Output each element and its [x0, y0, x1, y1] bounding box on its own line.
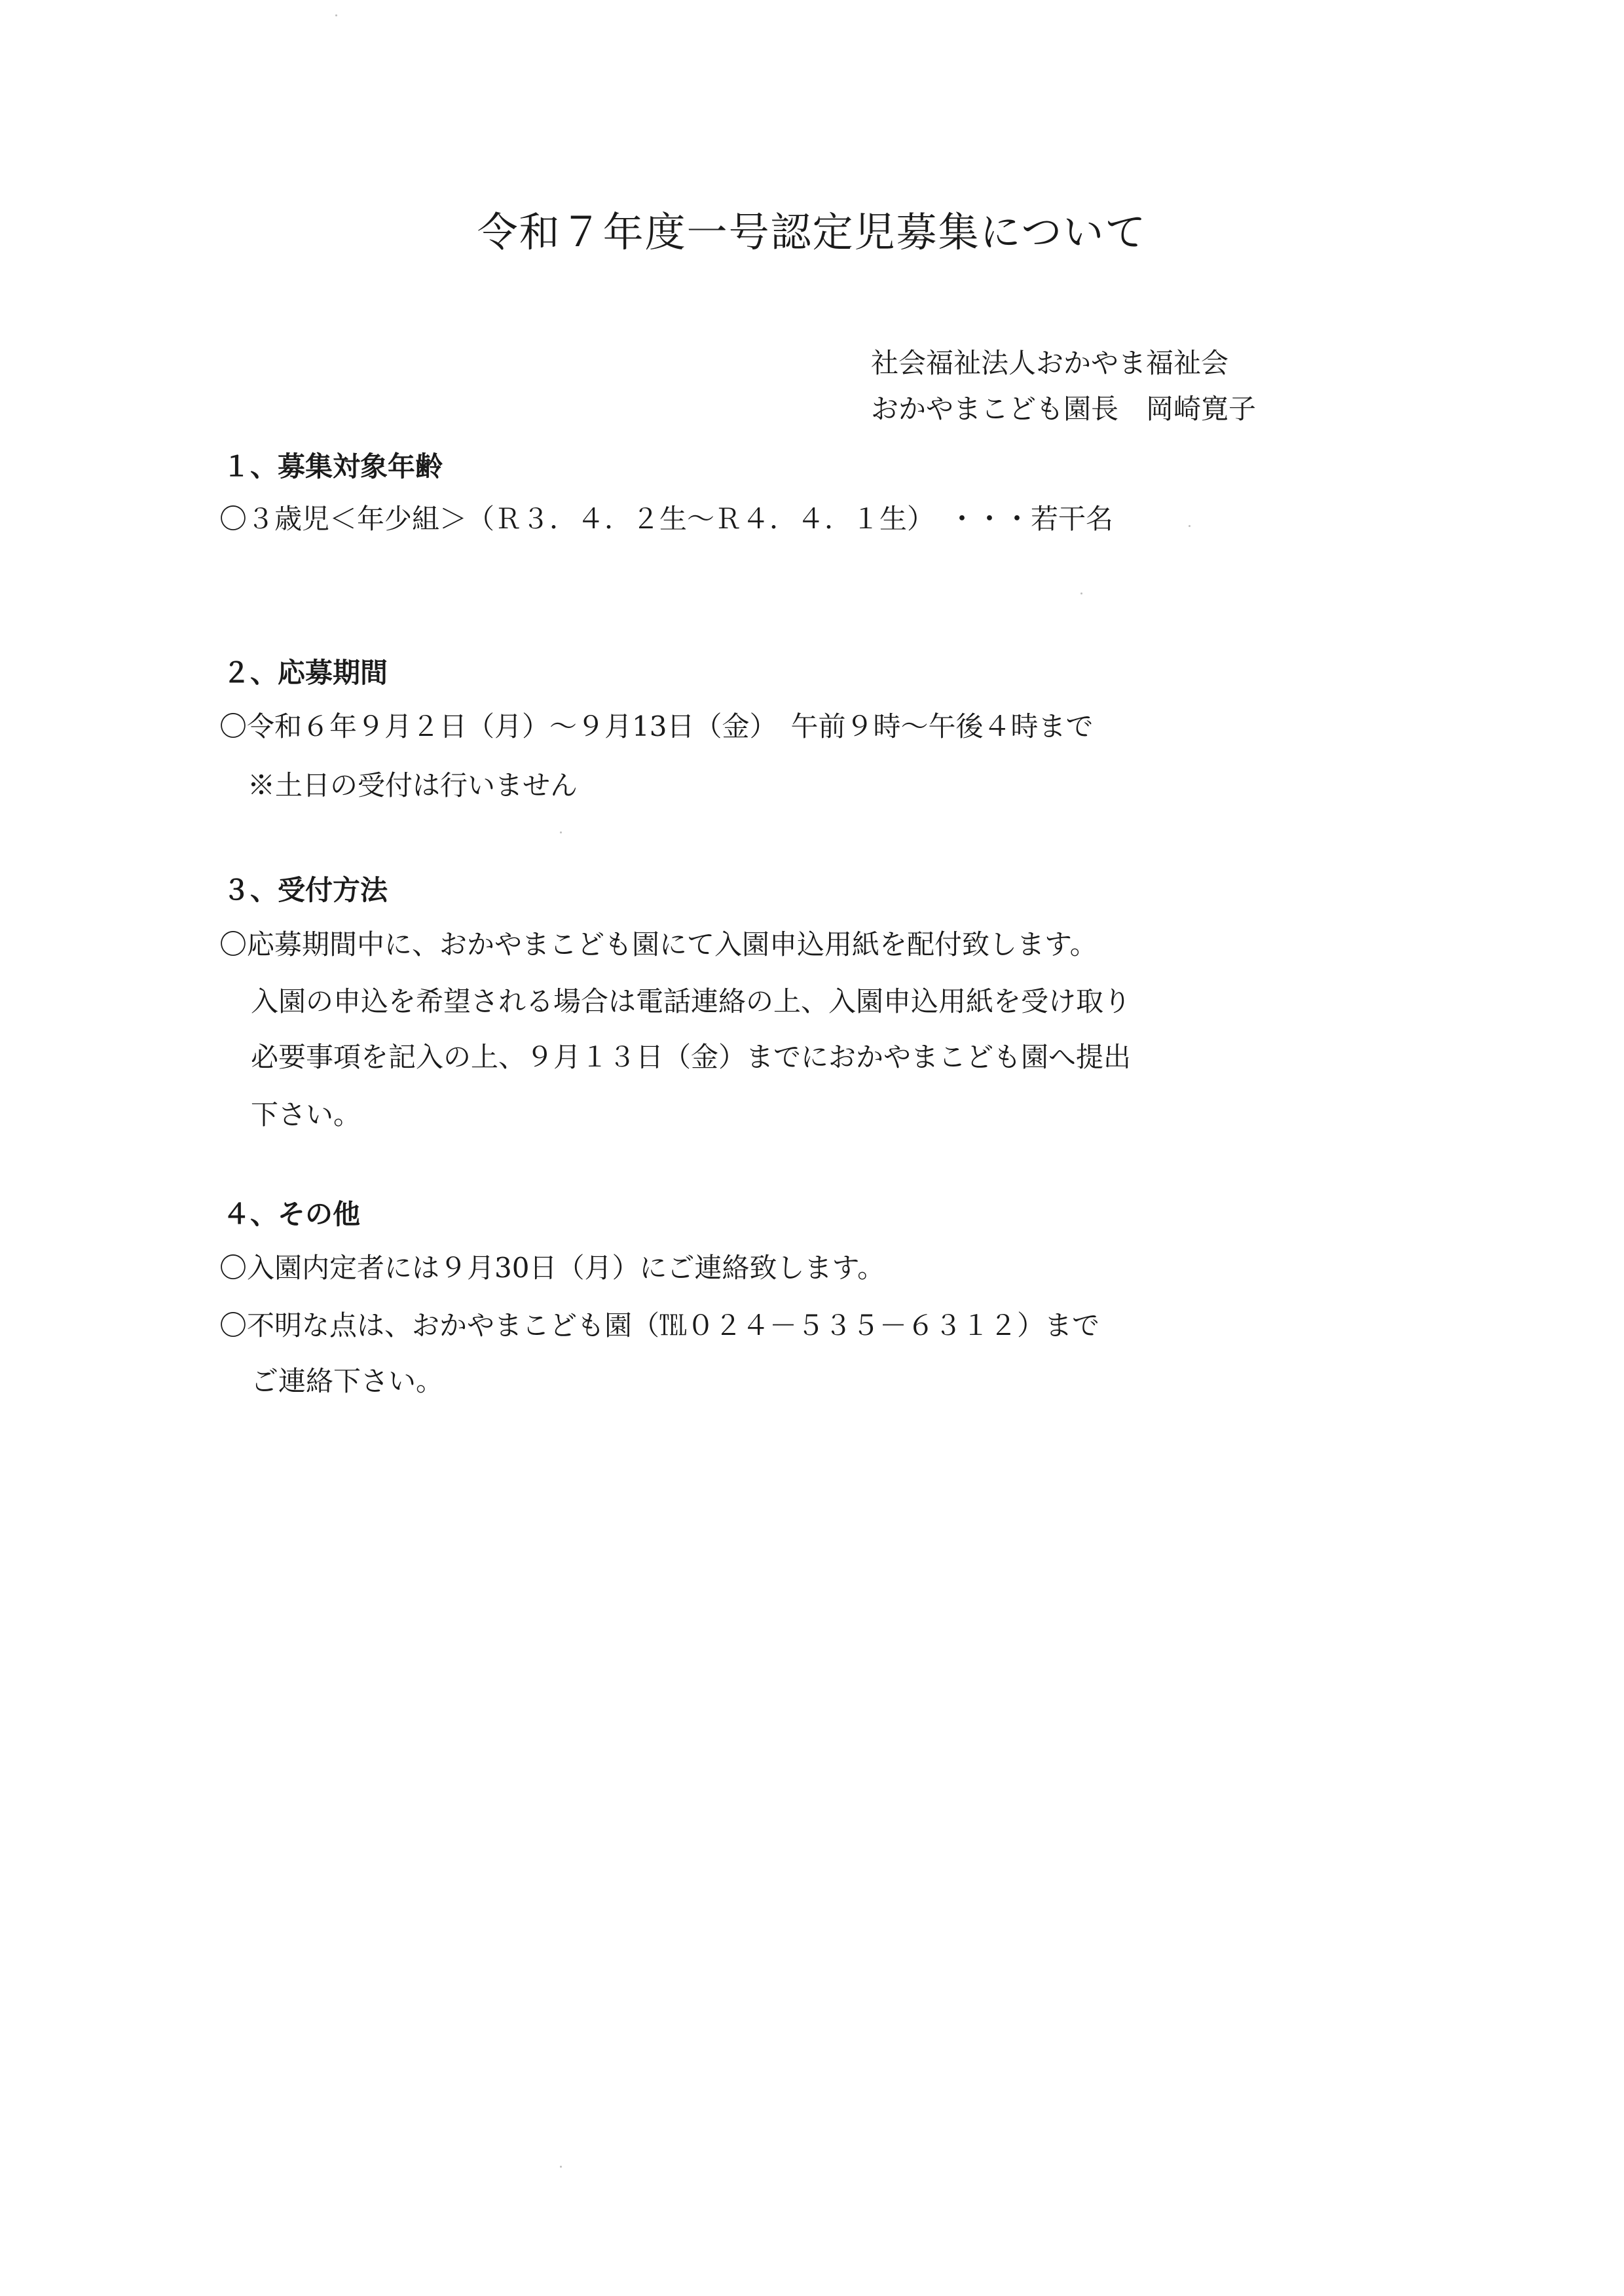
method-line-1: 〇応募期間中に、おかやまこども園にて入園申込用紙を配付致します。 — [219, 928, 1098, 960]
section-heading-method: ３、受付方法 — [223, 874, 388, 906]
method-line-3: 必要事項を記入の上、９月１３日（金）までにおかやまこども園へ提出 — [251, 1041, 1132, 1073]
scan-speck — [560, 2166, 562, 2168]
principal-name: おかやまこども園長 岡崎寛子 — [871, 393, 1257, 425]
section-heading-age: １、募集対象年齢 — [223, 450, 443, 483]
age-line: 〇３歳児＜年少組＞（Ｒ３．４．２生〜Ｒ４．４．１生） ・・・若干名 — [219, 503, 1114, 535]
scan-speck — [1189, 525, 1190, 527]
period-note: ※土日の受付は行いません — [248, 769, 578, 801]
other-line-1: 〇入園内定者には９月30日（月）にご連絡致します。 — [219, 1252, 885, 1284]
method-line-2: 入園の申込を希望される場合は電話連絡の上、入園申込用紙を受け取り — [251, 985, 1132, 1017]
scan-speck — [1080, 592, 1082, 594]
section-heading-other: ４、その他 — [223, 1198, 361, 1230]
scan-speck — [335, 14, 337, 16]
other-line-2: 〇不明な点は、おかやまこども園（℡０２４－５３５－６３１２）まで — [219, 1309, 1100, 1341]
other-line-3: ご連絡下さい。 — [251, 1365, 444, 1397]
period-line: 〇令和６年９月２日（月）〜９月13日（金） 午前９時〜午後４時まで — [219, 710, 1094, 742]
section-heading-period: ２、応募期間 — [223, 657, 388, 689]
scan-speck — [560, 831, 562, 833]
method-line-4: 下さい。 — [251, 1099, 361, 1131]
organization-name: 社会福祉法人おかやま福祉会 — [871, 347, 1229, 379]
document-title: 令和７年度一号認定児募集について — [477, 208, 1147, 256]
